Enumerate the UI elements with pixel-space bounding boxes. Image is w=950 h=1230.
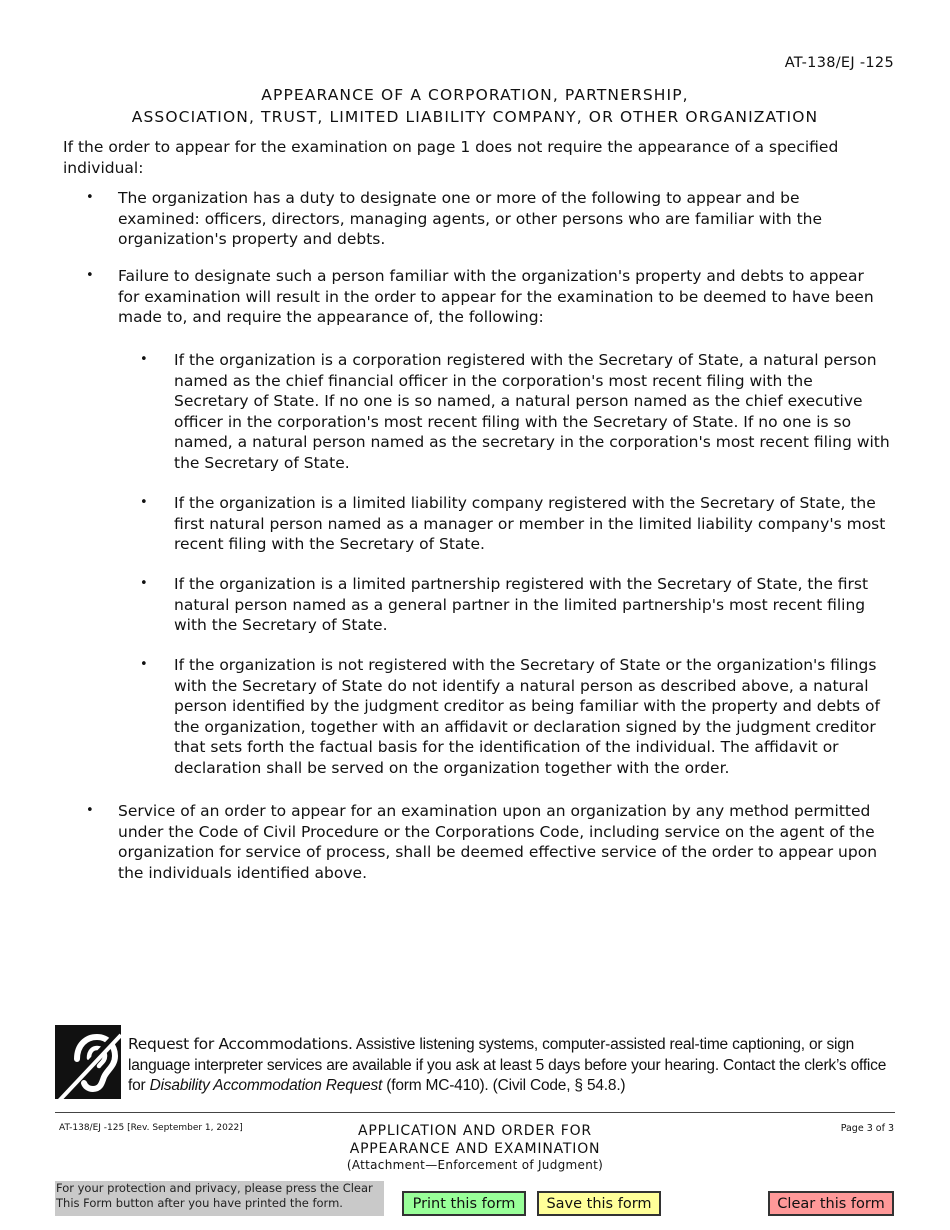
bullet-icon: • <box>140 495 148 510</box>
footer-title-line-2: APPEARANCE AND EXAMINATION <box>349 1141 601 1157</box>
intro-paragraph: If the order to appear for the examination on page 1 does not require the appearance of a specified individual: <box>63 138 839 177</box>
page-number: Page 3 of 3 <box>840 1123 894 1134</box>
clear-form-button[interactable]: Clear this form <box>768 1191 894 1216</box>
footer-subtitle: (Attachment—Enforcement of Judgment) <box>346 1158 604 1172</box>
privacy-note: For your protection and privacy, please press the Clear This Form button after you have printed the form. <box>55 1181 384 1216</box>
bullet-icon: • <box>140 657 148 672</box>
footer-title <box>0 1122 950 1158</box>
hearing-assistance-icon <box>55 1025 121 1099</box>
save-form-button[interactable]: Save this form <box>537 1191 661 1216</box>
list-item-text: Service of an order to appear for an examination upon an organization by any method permitted under the Code of Civil Procedure or the Corporations Code, including service on the agent of the organization for service of process, shall be deemed effective service of the order to appear upon the individuals identified above. <box>118 802 878 882</box>
list-item-text: Failure to designate such a person familiar with the organization's property and debts to appear for examination will result in the order to appear for the examination to be deemed to have been made to, and require the appearance of, the following: <box>118 267 874 326</box>
bullet-icon: • <box>140 576 148 591</box>
bullet-icon: • <box>86 268 94 283</box>
sub-list-item-text: If the organization is not registered with the Secretary of State or the organization's filings with the Secretary of State do not identify a natural person as described above, a natural person identified by the judgment creditor as being familiar with the property and debts of the organization, together with an affidavit or declaration signed by the judgment creditor that sets forth the factual basis for the identification of the individual. The affidavit or declaration shall be served on the organization together with the order. <box>174 656 880 777</box>
sub-list-item-text: If the organization is a corporation registered with the Secretary of State, a natural person named as the chief financial officer in the corporation's most recent filing with the Secretary of State. If no one is so named, a natural person named as the chief executive officer in the corporation's most recent filing with the Secretary of State. If no one is so named, a natural person named as the secretary in the corporation's most recent filing with the Secretary of State. <box>174 351 890 472</box>
footer-divider <box>55 1112 895 1113</box>
accommodations-heading: Request for Accommodations. <box>128 1035 353 1053</box>
footer-title-line-1: APPLICATION AND ORDER FOR <box>358 1123 592 1139</box>
title-line-1: APPEARANCE OF A CORPORATION, PARTNERSHIP, <box>261 86 689 104</box>
print-form-button[interactable]: Print this form <box>402 1191 526 1216</box>
bullet-icon: • <box>140 352 148 367</box>
accommodations-notice <box>128 1034 888 1097</box>
sub-list-item-text: If the organization is a limited partnership registered with the Secretary of State, the first natural person named as a general partner in the limited partnership's most recent filing with the Secretary of State. <box>174 575 869 634</box>
accommodations-form-name: Disability Accommodation Request <box>149 1077 383 1094</box>
bullet-icon: • <box>86 190 94 205</box>
sub-list-item-text: If the organization is a limited liability company registered with the Secretary of State, the first natural person named as a manager or member in the limited liability company's most recent filing with the Secretary of State. <box>174 494 886 553</box>
list-item-text: The organization has a duty to designate one or more of the following to appear and be examined: officers, directors, managing agents, or other persons who are familiar with the organization's property and debts. <box>118 189 823 248</box>
bullet-icon: • <box>86 803 94 818</box>
title-line-2: ASSOCIATION, TRUST, LIMITED LIABILITY COMPANY, OR OTHER ORGANIZATION <box>131 108 819 126</box>
page-title <box>0 84 950 128</box>
form-number: AT-138/EJ -125 <box>784 55 894 71</box>
accommodations-text: Assistive listening systems, computer-assisted real-time captioning, or sign language interpreter services are available if you ask at least 5 days before your hearing. Contact the clerk’s office for <box>128 1036 887 1094</box>
accommodations-text-end: (form MC-410). (Civil Code, § 54.8.) <box>382 1077 626 1094</box>
form-revision: AT-138/EJ -125 [Rev. September 1, 2022] <box>59 1123 243 1133</box>
